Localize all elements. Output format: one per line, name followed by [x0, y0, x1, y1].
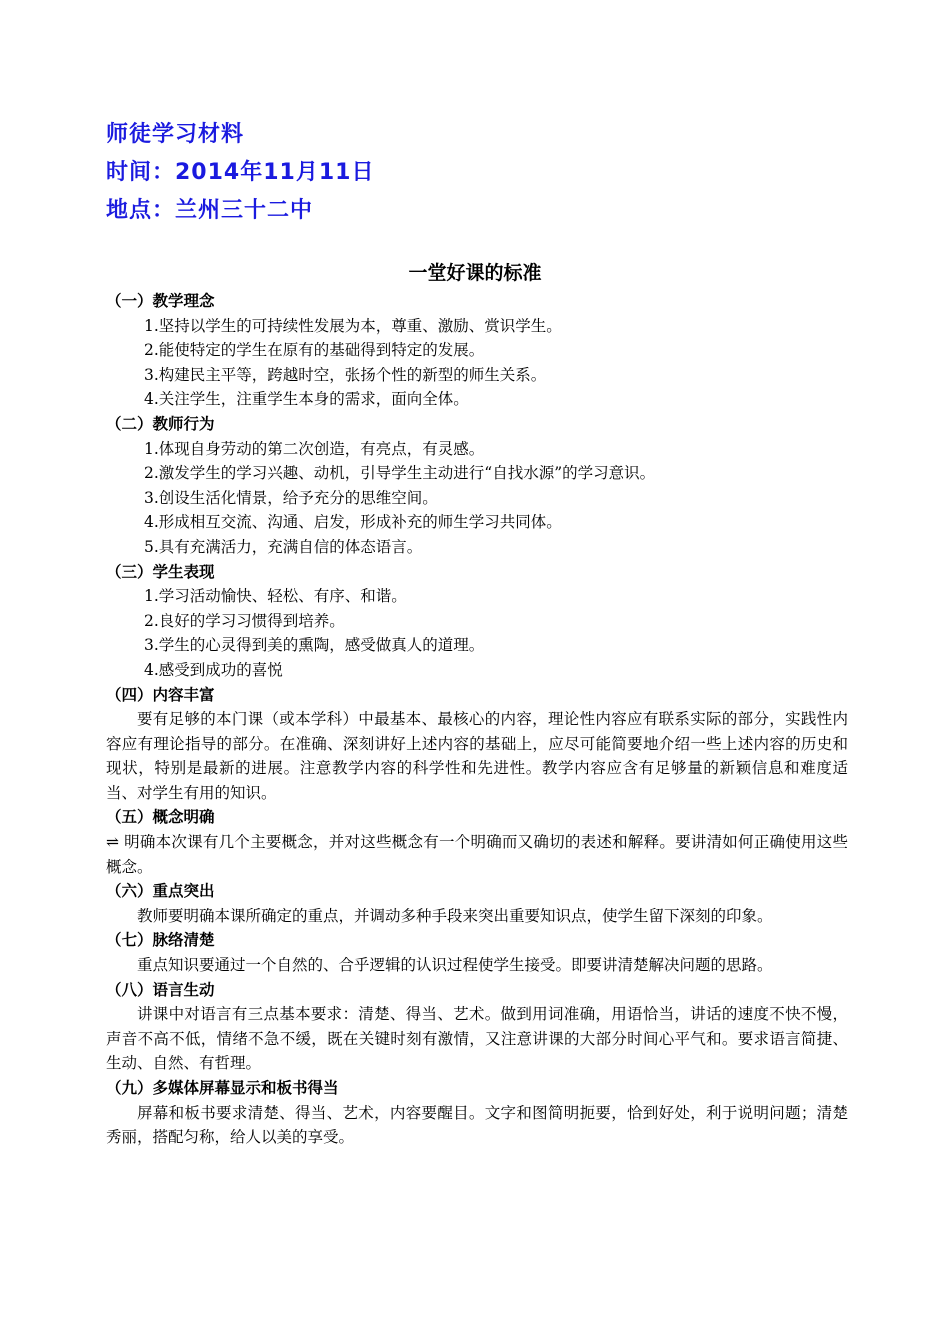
list-item: 3.创设生活化情景，给予充分的思维空间。: [144, 488, 438, 507]
doc-body: [106, 289, 848, 1150]
list-item: 4.关注学生，注重学生本身的需求，面向全体。: [144, 390, 469, 409]
list-item: 1.坚持以学生的可持续性发展为本，尊重、激励、赏识学生。: [144, 316, 562, 335]
list-item: 3.学生的心灵得到美的熏陶，感受做真人的道理。: [144, 636, 485, 655]
doc-title: 一堂好课的标准: [408, 262, 542, 284]
section-paragraph: 讲课中对语言有三点基本要求：清楚、得当、艺术。做到用词准确，用语恰当，讲话的速度不快不慢，声音不高不低，情绪不急不缓，既在关键时刻有激情，又注意讲课的大部分时间心平气和。要求语言简捷、生动、自然、有哲理。: [106, 1005, 848, 1073]
header-title: 师徒学习材料: [106, 122, 245, 147]
section-heading: （九）多媒体屏幕显示和板书得当: [106, 1079, 339, 1097]
header-place: 地点：兰州三十二中: [106, 198, 314, 223]
section-heading: （七）脉络清楚: [106, 931, 215, 950]
header-time: 时间：2014年11月11日: [106, 160, 375, 185]
section-paragraph: 要有足够的本门课（或本学科）中最基本、最核心的内容，理论性内容应有联系实际的部分，实践性内容应有理论指导的部分。在准确、深刻讲好上述内容的基础上，应尽可能简要地介绍一些上述内容的历史和现状，特别是最新的进展。注意教学内容的科学性和先进性。教学内容应含有足够量的新颖信息和难度适当、对学生有用的知识。: [106, 710, 848, 802]
list-item: 4.感受到成功的喜悦: [144, 660, 283, 679]
section-heading: （六）重点突出: [106, 882, 215, 901]
list-item: 5.具有充满活力，充满自信的体态语言。: [144, 537, 423, 556]
section-paragraph: 重点知识要通过一个自然的、合乎逻辑的认识过程使学生接受。即要讲清楚解决问题的思路。: [137, 956, 773, 975]
list-item: 1.体现自身劳动的第二次创造，有亮点，有灵感。: [144, 439, 485, 458]
section-paragraph: ⇌ 明确本次课有几个主要概念，并对这些概念有一个明确而又确切的表述和解释。要讲清如何正确使用这些概念。: [106, 833, 848, 876]
section-heading: （八）语言生动: [106, 980, 215, 999]
section-heading: （二）教师行为: [106, 414, 215, 433]
list-item: 2.激发学生的学习兴趣、动机，引导学生主动进行“自找水源”的学习意识。: [144, 464, 656, 483]
list-item: 1.学习活动愉快、轻松、有序、和谐。: [144, 587, 407, 606]
list-item: 4.形成相互交流、沟通、启发，形成补充的师生学习共同体。: [144, 513, 562, 532]
section-heading: （一）教学理念: [106, 292, 215, 310]
section-heading: （四）内容丰富: [106, 685, 215, 704]
section-heading: （五）概念明确: [106, 808, 215, 827]
list-item: 3.构建民主平等，跨越时空，张扬个性的新型的师生关系。: [144, 365, 547, 384]
section-heading: （三）学生表现: [106, 562, 215, 581]
section-paragraph: 屏幕和板书要求清楚、得当、艺术，内容要醒目。文字和图简明扼要，恰到好处，利于说明问题；清楚秀丽，搭配匀称，给人以美的享受。: [106, 1103, 848, 1147]
section-paragraph: 教师要明确本课所确定的重点，并调动多种手段来突出重要知识点，使学生留下深刻的印象。: [137, 906, 773, 925]
list-item: 2.能使特定的学生在原有的基础得到特定的发展。: [144, 341, 485, 360]
list-item: 2.良好的学习习惯得到培养。: [144, 611, 345, 630]
